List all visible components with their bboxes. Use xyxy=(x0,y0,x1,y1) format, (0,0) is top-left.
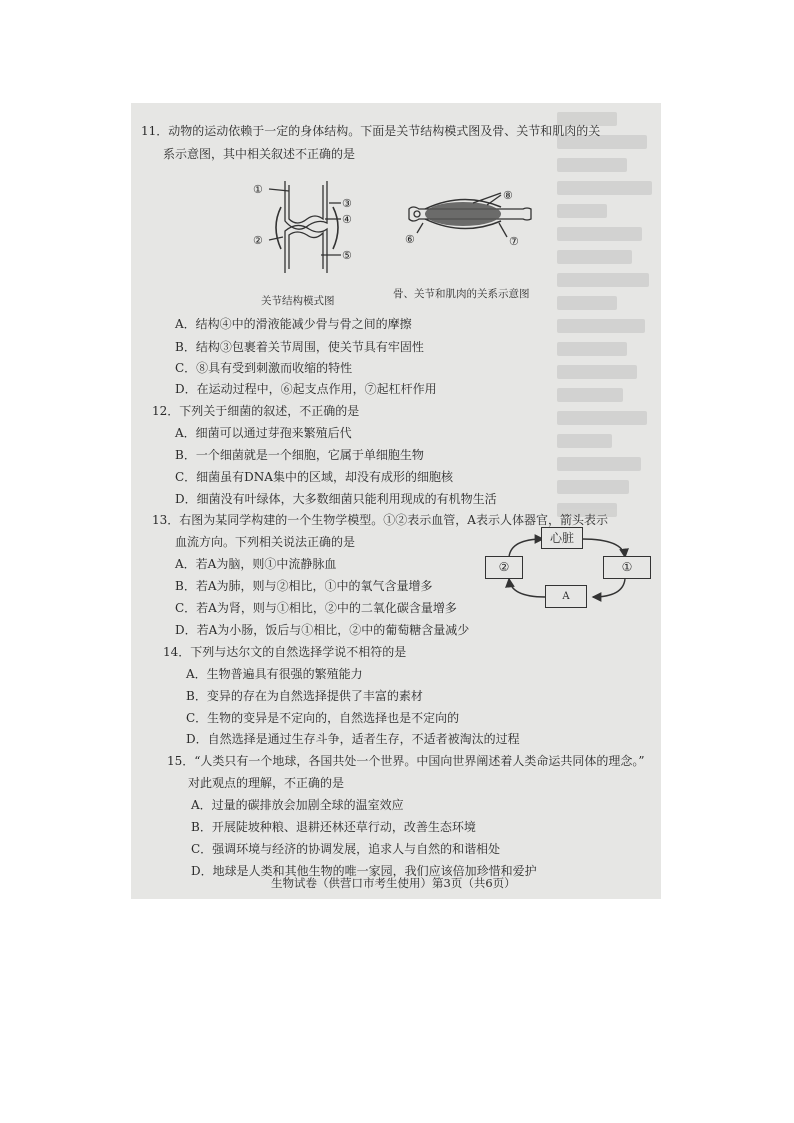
q11-option-b: B．结构③包裹着关节周围，使关节具有牢固性 xyxy=(175,340,424,354)
q15-stem-line1: 15．“人类只有一个地球，各国共处一个世界。中国向世界阐述着人类命运共同体的理念。” xyxy=(167,754,645,768)
q13-option-b: B．若A为肺，则与②相比，①中的氧气含量增多 xyxy=(175,579,433,593)
label-7: ⑦ xyxy=(509,235,519,248)
q15-stem-line2: 对此观点的理解，不正确的是 xyxy=(188,776,345,790)
label-5: ⑤ xyxy=(342,249,352,262)
q15-option-d: D．地球是人类和其他生物的唯一家园，我们应该倍加珍惜和爱护 xyxy=(191,864,537,878)
q15-option-a: A．过量的碳排放会加剧全球的温室效应 xyxy=(191,798,404,812)
q12-option-d: D．细菌没有叶绿体，大多数细菌只能利用现成的有机物生活 xyxy=(175,492,497,506)
q12-option-b: B．一个细菌就是一个细胞，它属于单细胞生物 xyxy=(175,448,424,462)
q14-option-c: C．生物的变异是不定向的，自然选择也是不定向的 xyxy=(186,711,460,725)
q12-stem: 12．下列关于细菌的叙述，不正确的是 xyxy=(152,404,360,418)
label-2: ② xyxy=(253,234,263,247)
q11-stem-line2: 系示意图，其中相关叙述不正确的是 xyxy=(163,147,356,161)
q14-stem: 14．下列与达尔文的自然选择学说不相符的是 xyxy=(163,645,407,659)
joint-diagram-caption: 关节结构模式图 xyxy=(261,295,335,307)
vessel-1-box: ① xyxy=(603,556,651,579)
exam-page xyxy=(131,103,661,899)
q15-option-c: C．强调环境与经济的协调发展，追求人与自然的和谐相处 xyxy=(191,842,501,856)
bleed-through-text xyxy=(551,103,661,573)
q15-option-b: B．开展陡坡种粮、退耕还林还草行动，改善生态环境 xyxy=(191,820,476,834)
q11-option-c: C．⑧具有受到刺激而收缩的特性 xyxy=(175,361,353,375)
q14-option-d: D．自然选择是通过生存斗争，适者生存，不适者被淘汰的过程 xyxy=(186,732,520,746)
q12-option-c: C．细菌虽有DNA集中的区域，却没有成形的细胞核 xyxy=(175,470,453,484)
q13-stem-line1: 13．右图为某同学构建的一个生物学模型。①②表示血管，A表示人体器官，箭头表示 xyxy=(152,513,608,527)
q14-option-a: A．生物普遍具有很强的繁殖能力 xyxy=(186,667,363,681)
q14-option-b: B．变异的存在为自然选择提供了丰富的素材 xyxy=(186,689,423,703)
heart-box: 心脏 xyxy=(541,527,583,549)
q13-stem-line2: 血流方向。下列相关说法正确的是 xyxy=(175,535,356,549)
label-3: ③ xyxy=(342,197,352,210)
q13-option-c: C．若A为肾，则与①相比，②中的二氧化碳含量增多 xyxy=(175,601,457,615)
label-4: ④ xyxy=(342,213,352,226)
circulation-model-diagram xyxy=(483,527,658,611)
label-6: ⑥ xyxy=(405,233,415,246)
q12-option-a: A．细菌可以通过芽孢来繁殖后代 xyxy=(175,426,352,440)
page-footer: 生物试卷（供营口市考生使用）第3页（共6页） xyxy=(271,876,516,890)
bone-joint-muscle-diagram xyxy=(403,185,543,255)
bone-muscle-diagram-caption: 骨、关节和肌肉的关系示意图 xyxy=(393,288,530,300)
joint-structure-diagram xyxy=(249,177,359,277)
vessel-2-box: ② xyxy=(485,556,523,579)
q11-option-a: A．结构④中的滑液能减少骨与骨之间的摩擦 xyxy=(175,317,412,331)
q13-option-d: D．若A为小肠，饭后与①相比，②中的葡萄糖含量减少 xyxy=(175,623,470,637)
organ-a-box: A xyxy=(545,585,587,608)
q13-option-a: A．若A为脑，则①中流静脉血 xyxy=(175,557,337,571)
label-8: ⑧ xyxy=(503,189,513,202)
q11-option-d: D．在运动过程中，⑥起支点作用，⑦起杠杆作用 xyxy=(175,382,437,396)
label-1: ① xyxy=(253,183,263,196)
q11-stem-line1: 11．动物的运动依赖于一定的身体结构。下面是关节结构模式图及骨、关节和肌肉的关 xyxy=(141,124,601,138)
